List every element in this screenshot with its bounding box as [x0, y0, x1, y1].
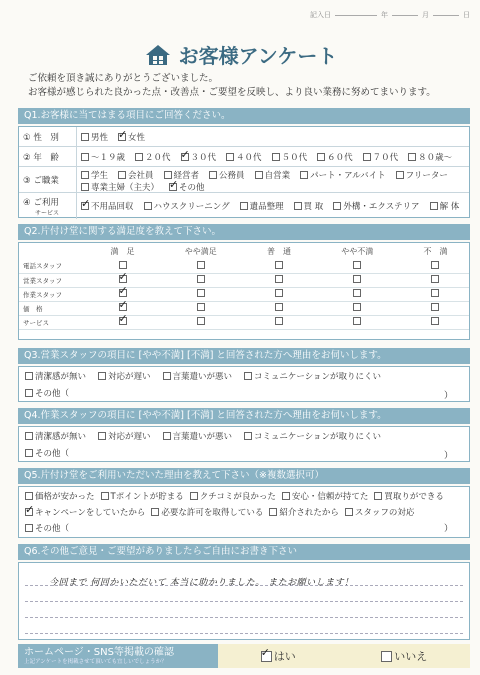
house-icon [145, 44, 171, 66]
q2-row-label: 作業スタッフ [19, 287, 89, 301]
q5-option[interactable] [25, 490, 95, 502]
option-label: ２０代 [145, 152, 171, 163]
close-paren: ） [443, 524, 453, 534]
publish-no-option[interactable] [381, 648, 427, 664]
checkbox[interactable] [25, 492, 33, 500]
yes-label: はい [273, 650, 296, 663]
reason-option[interactable] [244, 430, 381, 442]
q1-row [19, 193, 469, 219]
q6-heading: Q6.その他ご意見・ご要望がありましたらご自由にお書き下さい [18, 544, 470, 560]
rating-checkbox[interactable] [431, 261, 439, 269]
option-label: ３０代 [190, 152, 217, 163]
checkbox[interactable] [81, 171, 89, 179]
q1-option[interactable] [294, 200, 324, 212]
option-label: その他 [179, 183, 205, 193]
checkbox[interactable] [396, 171, 404, 179]
reason-option[interactable] [98, 370, 151, 382]
q3-box [18, 366, 470, 402]
rating-checkbox[interactable] [275, 289, 283, 297]
option-label: スタッフの対応 [354, 508, 415, 518]
option-label: 経営者 [173, 171, 200, 181]
rating-checkbox[interactable] [353, 303, 361, 311]
option-label: ～１９歳 [91, 152, 126, 163]
q2-column-header: 不 満 [423, 246, 448, 256]
checkbox[interactable] [118, 171, 126, 179]
option-label: 買 取 [303, 202, 324, 212]
q1-option[interactable] [430, 200, 460, 212]
checkbox[interactable] [163, 372, 171, 380]
option-label: その他（ [35, 449, 70, 459]
rating-checkbox[interactable] [431, 289, 439, 297]
q2-column-header: やや満足 [184, 246, 217, 256]
q1-row-label: ③ ご職業 [19, 167, 77, 192]
checkbox[interactable] [25, 372, 33, 380]
option-label: ８０歳～ [418, 152, 453, 163]
title-text: お客様アンケート [178, 44, 338, 68]
q5-option[interactable] [25, 522, 69, 534]
q2-box [18, 242, 470, 340]
rating-checkbox[interactable] [275, 303, 283, 311]
close-paren: ） [443, 391, 453, 401]
q2-heading: Q2.片付け堂に関する満足度を教えて下さい。 [18, 224, 470, 240]
reason-option[interactable] [163, 370, 233, 382]
rating-checkbox[interactable] [353, 289, 361, 297]
option-label: 不用品回収 [91, 202, 134, 212]
q1-option[interactable] [181, 151, 217, 163]
q3-heading: Q3.営業スタッフの項目に [やや不満] [不満] と回答された方へ理由をお伺いします。 [18, 348, 470, 364]
checkbox[interactable] [226, 153, 234, 161]
q1-option[interactable] [408, 151, 452, 163]
q5-heading: Q5.片付け堂をご利用いただいた理由を教えて下さい（※複数選択可） [18, 468, 470, 484]
date-fields [310, 10, 470, 20]
intro-line-2: お客様が感じられた良かった点・改善点・ご要望を反映し、より良い業務に努めてまいります。 [28, 87, 436, 98]
option-label: キャンペーンをしていたから [35, 508, 146, 518]
option-label: 対応が遅い [108, 432, 151, 442]
checkbox[interactable] [25, 508, 33, 516]
q1-row [19, 147, 469, 167]
close-paren: ） [443, 451, 453, 461]
option-label: クチコミが良かった [199, 492, 276, 502]
q1-option[interactable] [81, 151, 125, 163]
checkbox[interactable] [240, 202, 248, 210]
checkbox[interactable] [272, 153, 280, 161]
no-checkbox[interactable] [381, 651, 392, 662]
checkbox[interactable] [209, 171, 217, 179]
reason-option[interactable] [98, 430, 151, 442]
checkbox[interactable] [269, 508, 277, 516]
checkbox[interactable] [98, 432, 106, 440]
q1-option[interactable] [81, 200, 134, 212]
checkbox[interactable] [333, 202, 341, 210]
checkbox[interactable] [25, 524, 33, 532]
rating-checkbox[interactable] [431, 317, 439, 325]
q1-option[interactable] [144, 200, 230, 212]
q1-option[interactable] [81, 169, 108, 181]
rating-checkbox[interactable] [197, 289, 205, 297]
checkbox[interactable] [135, 153, 143, 161]
reason-option[interactable] [25, 430, 86, 442]
option-label: 価格が安かった [35, 492, 95, 502]
q6-box [18, 562, 470, 640]
q1-row-label: ① 性 別 [19, 127, 77, 146]
table-row [19, 315, 469, 329]
q1-option[interactable] [226, 151, 262, 163]
rating-checkbox[interactable] [119, 317, 127, 325]
q5-option[interactable] [25, 506, 145, 518]
page-title [145, 40, 338, 69]
q5-option[interactable] [269, 506, 339, 518]
q1-row [19, 167, 469, 193]
option-label: 清潔感が無い [35, 372, 87, 382]
checkbox[interactable] [81, 202, 89, 210]
option-label: パート・アルバイト [310, 171, 386, 181]
rating-checkbox[interactable] [353, 261, 361, 269]
table-row [19, 287, 469, 301]
option-label: ５０代 [281, 152, 308, 163]
table-row [19, 301, 469, 315]
q4-heading: Q4.作業スタッフの項目に [やや不満] [不満] と回答された方へ理由をお伺いします。 [18, 408, 470, 424]
checkbox[interactable] [25, 432, 33, 440]
rating-checkbox[interactable] [353, 275, 361, 283]
q1-option[interactable] [240, 200, 284, 212]
q1-option[interactable] [363, 151, 399, 163]
publish-yes-option[interactable] [261, 648, 296, 664]
rating-checkbox[interactable] [431, 275, 439, 283]
survey-sheet [8, 6, 474, 670]
option-label: コミュニケーションが取りにくい [254, 432, 382, 442]
table-row [19, 273, 469, 287]
option-label: 言葉遣いが悪い [172, 372, 233, 382]
option-label: 買取りができる [384, 492, 444, 502]
checkbox[interactable] [101, 492, 109, 500]
option-label: 会社員 [128, 171, 154, 181]
option-label: 自営業 [264, 171, 291, 181]
q1-option[interactable] [300, 169, 386, 181]
checkbox[interactable] [294, 202, 302, 210]
handwritten-answer: 今回まで 何回かいただいて 本当に助かりました。 またお願いします！ [49, 578, 354, 588]
checkbox[interactable] [118, 133, 126, 141]
q1-option[interactable] [81, 131, 108, 143]
rating-checkbox[interactable] [197, 261, 205, 269]
q1-option[interactable] [317, 151, 353, 163]
date-label: 記入日 [310, 11, 331, 19]
q1-option[interactable] [81, 181, 159, 193]
option-label: 学生 [91, 171, 109, 181]
q1-option[interactable] [135, 151, 171, 163]
checkbox[interactable] [151, 508, 159, 516]
option-label: ハウスクリーニング [153, 202, 230, 212]
option-label: ７０代 [372, 152, 399, 163]
checkbox[interactable] [181, 153, 189, 161]
checkbox[interactable] [374, 492, 382, 500]
checkbox[interactable] [244, 432, 252, 440]
intro-text [28, 72, 468, 100]
q2-row-label: 営業スタッフ [19, 273, 89, 287]
checkbox[interactable] [81, 153, 89, 161]
q5-option[interactable] [345, 506, 415, 518]
checkbox[interactable] [190, 492, 198, 500]
q5-option[interactable] [282, 490, 369, 502]
option-label: 解 体 [439, 202, 460, 212]
checkbox[interactable] [300, 171, 308, 179]
q2-column-header: やや不満 [341, 246, 374, 256]
option-label: コミュニケーションが取りにくい [254, 372, 382, 382]
option-label: 外構・エクステリア [343, 202, 420, 212]
option-label: Tポイントが貯まる [110, 492, 184, 502]
q1-option[interactable] [209, 169, 245, 181]
option-label: 男性 [91, 132, 109, 143]
q5-option[interactable] [190, 490, 276, 502]
q1-box [18, 126, 470, 218]
no-label: いいえ [394, 650, 428, 663]
rating-checkbox[interactable] [275, 261, 283, 269]
q1-option[interactable] [396, 169, 448, 181]
rating-checkbox[interactable] [275, 317, 283, 325]
option-label: その他（ [35, 524, 70, 534]
satisfaction-table [19, 243, 469, 330]
rating-checkbox[interactable] [353, 317, 361, 325]
q2-row-label: 電話スタッフ [19, 259, 89, 273]
rating-checkbox[interactable] [119, 289, 127, 297]
year-label: 年 [381, 11, 388, 19]
option-label: 安心・信頼が持てた [291, 492, 369, 502]
checkbox[interactable] [98, 372, 106, 380]
checkbox[interactable] [255, 171, 263, 179]
intro-line-1: ご依頼を頂き誠にありがとうございました。 [28, 73, 219, 84]
checkbox[interactable] [163, 432, 171, 440]
option-label: ４０代 [236, 152, 262, 163]
publish-confirm-bar [18, 644, 470, 668]
q1-heading: Q1.お客様に当てはまる項目にご回答ください。 [18, 108, 470, 124]
q1-row-label: ② 年 齢 [19, 147, 77, 166]
q5-box [18, 486, 470, 538]
q5-option[interactable] [374, 490, 444, 502]
rating-checkbox[interactable] [119, 275, 127, 283]
checkbox[interactable] [25, 449, 33, 457]
publish-confirm-title: ホームページ・SNS等掲載の確認 [24, 646, 174, 658]
q5-option[interactable] [101, 490, 184, 502]
q1-option[interactable] [118, 169, 154, 181]
checkbox[interactable] [345, 508, 353, 516]
reason-option[interactable] [25, 370, 86, 382]
checkbox[interactable] [363, 153, 371, 161]
yes-checkbox[interactable] [261, 651, 272, 662]
q5-option[interactable] [151, 506, 263, 518]
option-label: 紹介されたから [279, 508, 339, 518]
rating-checkbox[interactable] [119, 303, 127, 311]
rating-checkbox[interactable] [431, 303, 439, 311]
q2-row-label: 価 格 [19, 301, 89, 315]
rating-checkbox[interactable] [197, 317, 205, 325]
option-label: その他（ [35, 389, 70, 399]
reason-option[interactable] [244, 370, 381, 382]
rating-checkbox[interactable] [197, 275, 205, 283]
reason-option[interactable] [25, 447, 451, 459]
checkbox[interactable] [169, 183, 177, 191]
option-label: 遺品整理 [249, 202, 284, 212]
day-label: 日 [463, 11, 470, 19]
option-label: 清潔感が無い [35, 432, 87, 442]
option-label: フリーター [405, 171, 448, 181]
month-label: 月 [422, 11, 429, 19]
q1-row [19, 127, 469, 147]
option-label: 対応が遅い [108, 372, 151, 382]
rating-checkbox[interactable] [119, 261, 127, 269]
checkbox[interactable] [25, 389, 33, 397]
checkbox[interactable] [81, 133, 89, 141]
checkbox[interactable] [317, 153, 325, 161]
option-label: 女性 [128, 132, 146, 143]
q4-box [18, 426, 470, 462]
publish-confirm-sub: 上記アンケートを掲載させて頂いても宜しいでしょうか？ [24, 658, 167, 665]
q2-column-header: 満 足 [110, 246, 135, 256]
q1-option[interactable] [272, 151, 308, 163]
q1-option[interactable] [118, 131, 145, 143]
q1-option[interactable] [169, 181, 205, 193]
checkbox[interactable] [282, 492, 290, 500]
checkbox[interactable] [81, 183, 89, 191]
q2-column-header: 普 通 [266, 246, 291, 256]
table-row [19, 259, 469, 273]
checkbox[interactable] [244, 372, 252, 380]
rating-checkbox[interactable] [197, 303, 205, 311]
checkbox[interactable] [430, 202, 438, 210]
option-label: 必要な許可を取得している [161, 508, 264, 518]
q1-row-label: ④ ご利用 サービス [19, 193, 77, 219]
option-label: 公務員 [219, 171, 245, 181]
checkbox[interactable] [144, 202, 152, 210]
q1-option[interactable] [255, 169, 291, 181]
option-label: 専業主婦（主夫） [91, 183, 160, 193]
option-label: ６０代 [327, 152, 353, 163]
reason-option[interactable] [163, 430, 233, 442]
rating-checkbox[interactable] [275, 275, 283, 283]
q1-option[interactable] [333, 200, 419, 212]
option-label: 言葉遣いが悪い [172, 432, 233, 442]
q2-row-label: サービス [19, 315, 89, 329]
reason-option[interactable] [25, 387, 451, 399]
checkbox[interactable] [408, 153, 416, 161]
